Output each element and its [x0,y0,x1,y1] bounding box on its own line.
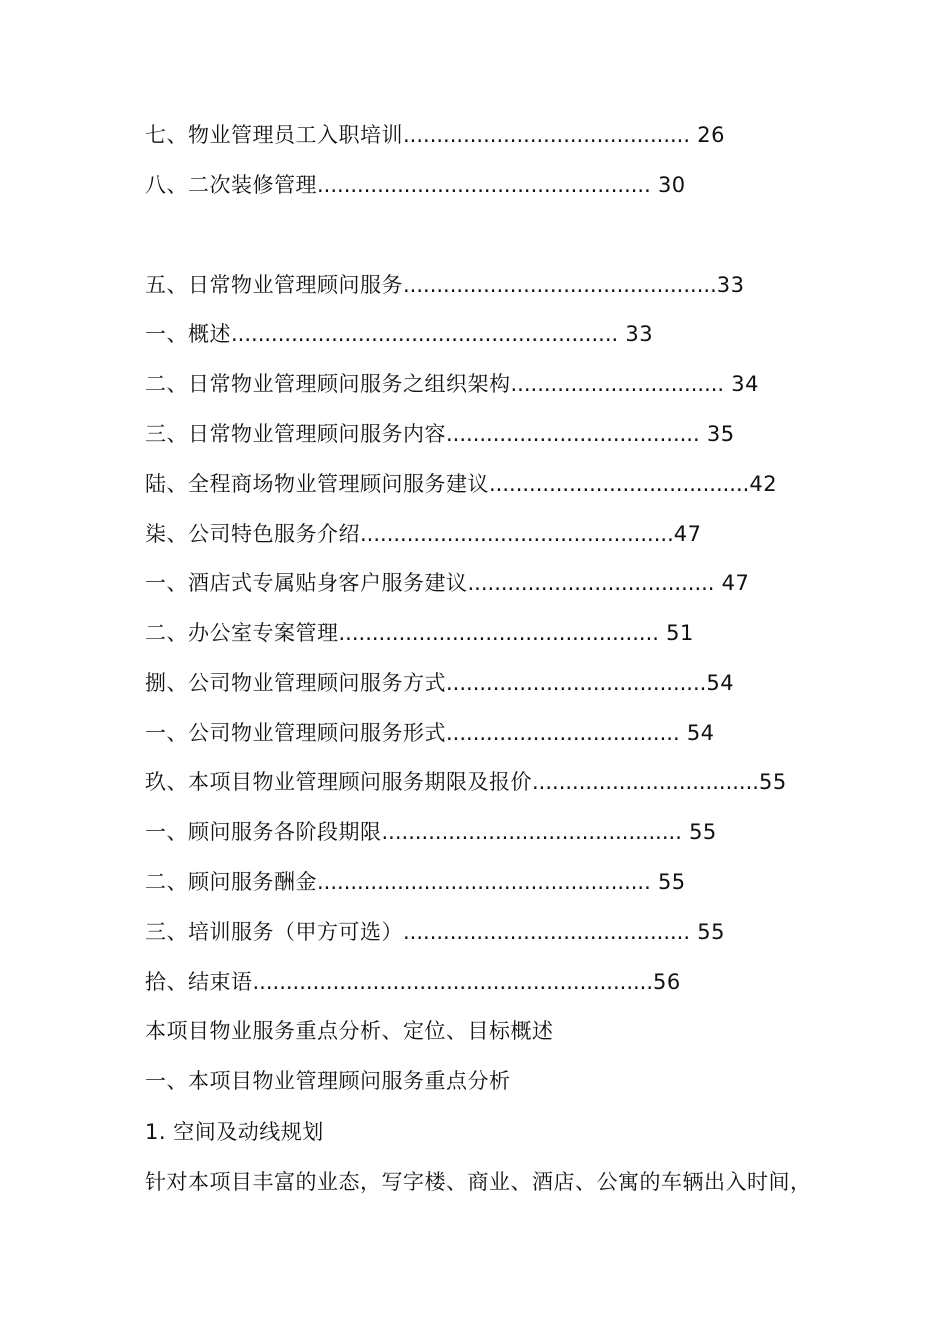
toc-leader-dots: ....................................... [446,671,707,695]
toc-page-number: 56 [653,970,681,994]
toc-entry-title: 七、物业管理员工入职培训 [145,123,403,147]
toc-leader-dots: ............................................. [381,820,682,844]
toc-leader-dots: ...................................... [446,422,700,446]
toc-page-number: 47 [714,571,750,595]
toc-leader-dots: ............................................... [360,522,674,546]
toc-page-number: 55 [690,920,725,944]
toc-leader-dots: .................................. [532,770,759,794]
toc-entry-title: 二、顾问服务酬金 [145,870,317,894]
toc-entry [145,669,734,697]
toc-leader-dots: ............................................................ [252,970,654,994]
toc-entry [145,719,715,747]
toc-entry-title: 一、公司物业管理顾问服务形式 [145,721,446,745]
toc-leader-dots: ........................................... [403,920,691,944]
toc-page-number: 51 [658,621,694,645]
toc-entry-title: 三、培训服务（甲方可选） [145,920,403,944]
toc-entry [145,121,725,149]
toc-page-number: 42 [749,472,778,496]
toc-leader-dots: ........................................... [403,123,691,147]
toc-entry-title: 陆、全程商场物业管理顾问服务建议 [145,472,489,496]
toc-entry-title: 柒、公司特色服务介绍 [145,522,360,546]
toc-page-number: 30 [650,173,686,197]
toc-entry-title: 一、顾问服务各阶段期限 [145,820,382,844]
toc-entry [145,968,681,996]
toc-page-number: 33 [716,273,745,297]
toc-entry-title: 五、日常物业管理顾问服务 [145,273,403,297]
toc-entry [145,868,686,896]
toc-page-number: 54 [706,671,735,695]
section-heading: 本项目物业服务重点分析、定位、目标概述 [145,1019,554,1043]
toc-page-number: 33 [618,322,654,346]
toc-page-number: 55 [758,770,787,794]
toc-leader-dots: ....................................... [489,472,750,496]
toc-page-number: 54 [679,721,715,745]
toc-page-number: 47 [673,522,702,546]
toc-page-number: 55 [681,820,717,844]
toc-leader-dots: .......................................................... [231,322,619,346]
toc-entry-title: 三、日常物业管理顾问服务内容 [145,422,446,446]
toc-entry [145,171,686,199]
toc-page-number: 55 [650,870,686,894]
toc-entry [145,918,725,946]
toc-entry-title: 二、办公室专案管理 [145,621,339,645]
toc-entry [145,420,735,448]
toc-entry-title: 八、二次装修管理 [145,173,317,197]
toc-entry-title: 玖、本项目物业管理顾问服务期限及报价 [145,770,532,794]
toc-entry [145,818,717,846]
toc-entry-title: 一、概述 [145,322,231,346]
toc-leader-dots: .................................................. [317,870,651,894]
toc-page-number: 35 [699,422,735,446]
toc-entry [145,320,653,348]
toc-entry [145,271,744,299]
toc-entry [145,619,694,647]
toc-entry-title: 一、酒店式专属贴身客户服务建议 [145,571,468,595]
toc-entry [145,768,787,796]
toc-entry-title: 捌、公司物业管理顾问服务方式 [145,671,446,695]
toc-entry [145,470,777,498]
numbered-heading: 1. 空间及动线规划 [145,1120,324,1144]
subsection-heading: 一、本项目物业管理顾问服务重点分析 [145,1069,511,1093]
toc-leader-dots: ............................................... [403,273,717,297]
toc-entry [145,569,749,597]
toc-page-number: 26 [690,123,725,147]
toc-leader-dots: ................................ [510,372,725,396]
body-paragraph: 针对本项目丰富的业态，写字楼、商业、酒店、公寓的车辆出入时间， [145,1170,812,1194]
toc-entry-title: 拾、结束语 [145,970,253,994]
toc-leader-dots: .................................................. [317,173,651,197]
toc-page-number: 34 [724,372,760,396]
toc-leader-dots: ..................................... [467,571,715,595]
toc-entry [145,520,701,548]
toc-leader-dots: ................................................ [338,621,659,645]
toc-entry-title: 二、日常物业管理顾问服务之组织架构 [145,372,511,396]
toc-leader-dots: ................................... [446,721,680,745]
toc-entry [145,370,759,398]
